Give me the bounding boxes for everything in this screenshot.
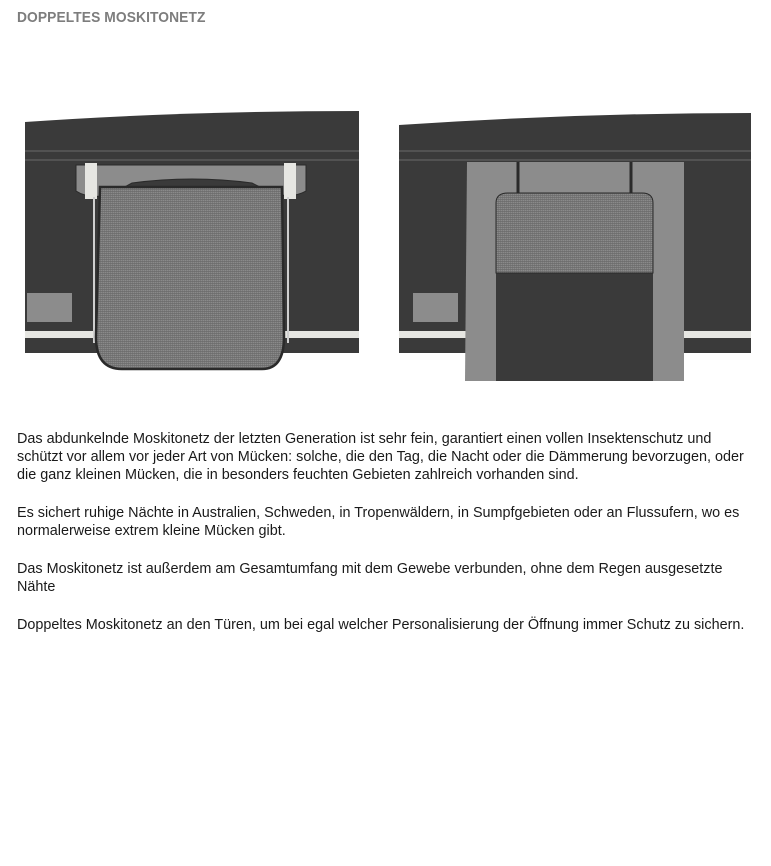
paragraph-1: Das abdunkelnde Moskitonetz der letzten Generation ist sehr fein, garantiert einen vollen Insektenschutz und schützt vor allem vor jeder Art von Mücken: solche, die den Tag, die Nacht oder die Dämmerung bevorzugen, oder die ganz kleinen Mücken, die in besonders feuchten Gebieten zahlreich vorhanden sind. <box>17 431 744 483</box>
paragraph-4: Doppeltes Moskitonetz an den Türen, um bei egal welcher Personalisierung der Öffnung immer Schutz zu sichern. <box>17 617 745 633</box>
mosquito-net-closed-illustration <box>22 105 362 380</box>
description-text <box>17 430 747 654</box>
mosquito-net-open-illustration <box>396 105 754 385</box>
page-title: DOPPELTES MOSKITONETZ <box>17 9 206 26</box>
paragraph-2: Es sichert ruhige Nächte in Australien, Schweden, in Tropenwäldern, in Sumpfgebieten oder an Flussufern, wo es normalerweise extrem kleine Mücken gibt. <box>17 505 740 539</box>
paragraph-3: Das Moskitonetz ist außerdem am Gesamtumfang mit dem Gewebe verbunden, ohne dem Regen ausgesetzte Nähte <box>17 561 723 595</box>
